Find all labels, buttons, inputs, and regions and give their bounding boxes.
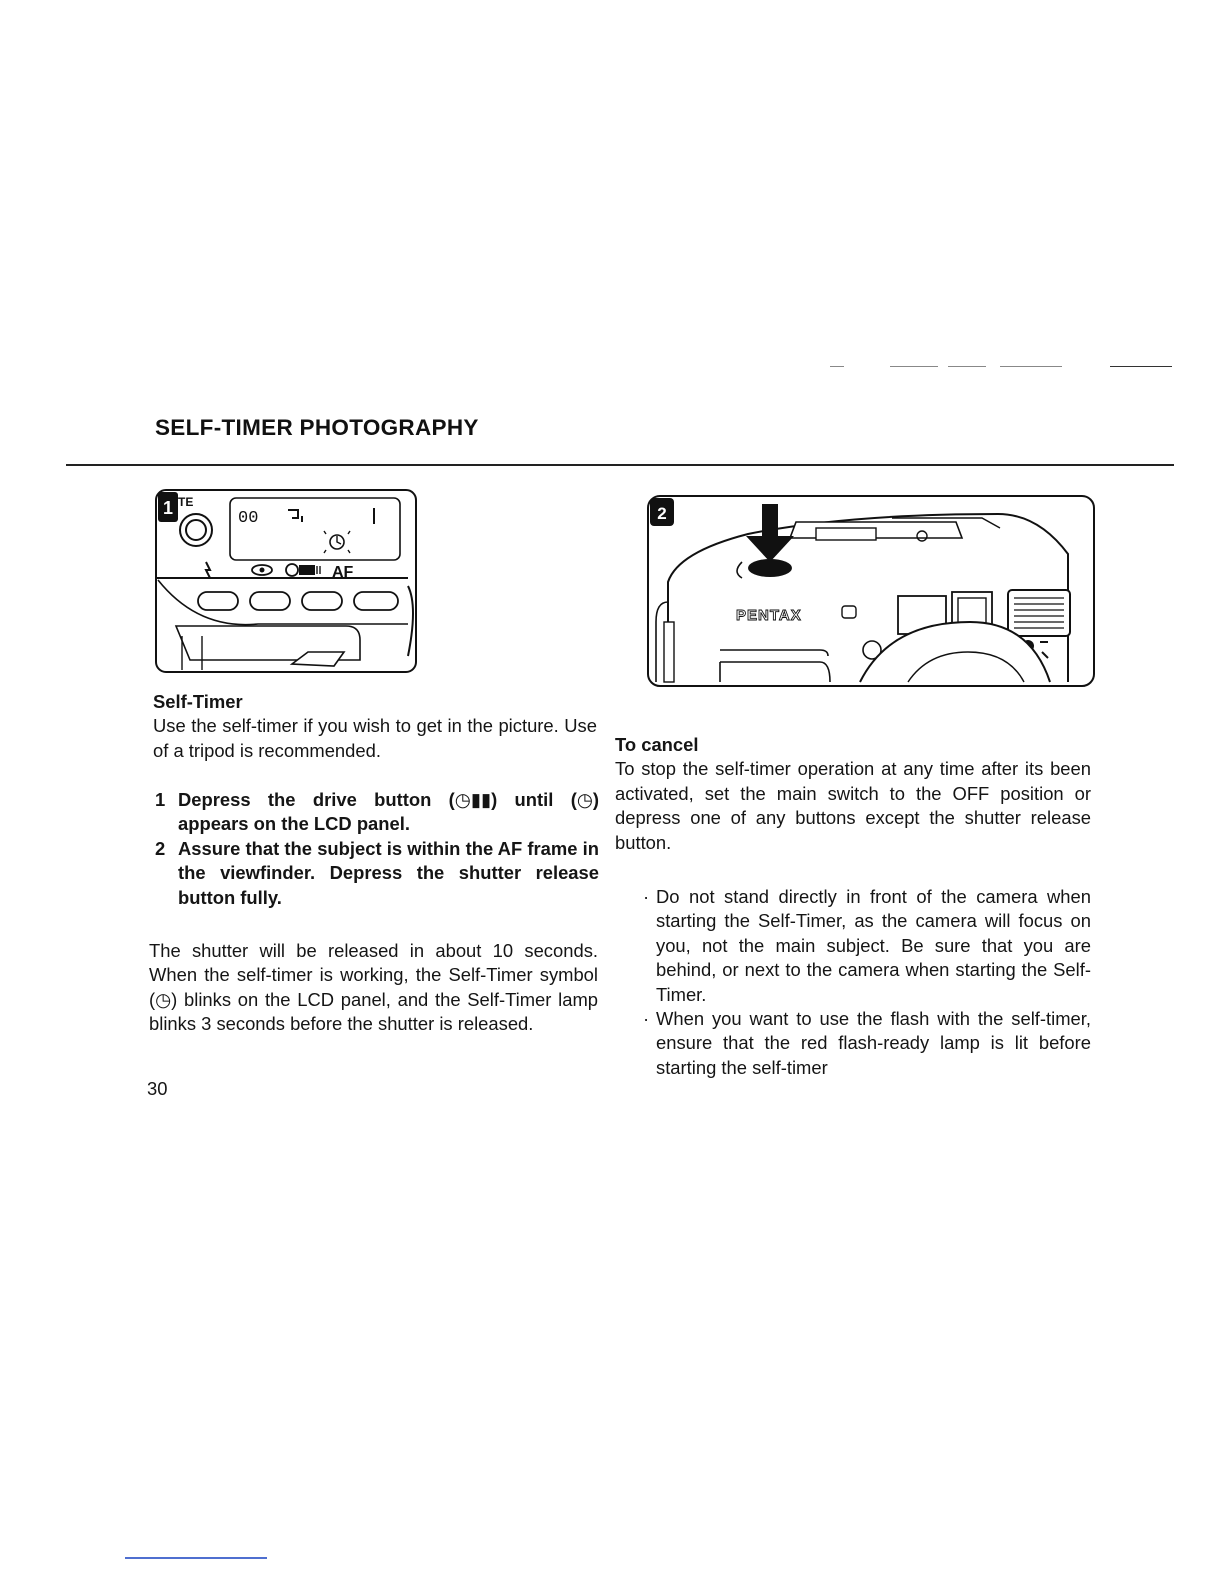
step-number: 2 bbox=[155, 837, 166, 859]
section-title: SELF-TIMER PHOTOGRAPHY bbox=[155, 415, 479, 440]
page-number: 30 bbox=[147, 1078, 168, 1099]
title-divider bbox=[66, 464, 1174, 466]
af-label: AF bbox=[332, 564, 354, 581]
release-description bbox=[149, 939, 598, 1037]
bottom-accent-line bbox=[125, 1557, 267, 1559]
step-badge-2: 2 bbox=[657, 504, 667, 523]
lcd-panel-illustration bbox=[152, 486, 420, 676]
bullet-dot: · bbox=[643, 1008, 650, 1030]
note-item bbox=[643, 1007, 1091, 1080]
step-item bbox=[153, 837, 599, 910]
brand-logo: PENTAX bbox=[736, 607, 802, 624]
self-timer-section bbox=[153, 690, 597, 763]
note-text: Do not stand directly in front of the camera when starting the Self-Timer, as the camera will focus on you, not the main subject. Be sure that you are behind, or next to the camera when starting the Self-Timer. bbox=[656, 886, 1091, 1005]
self-timer-intro: Use the self-timer if you wish to get in the picture. Use of a tripod is recommended. bbox=[153, 715, 597, 761]
camera-illustration bbox=[646, 492, 1098, 718]
steps-list bbox=[153, 788, 599, 910]
step-item bbox=[153, 788, 599, 837]
decorative-dash-line bbox=[830, 366, 1172, 368]
cancel-heading: To cancel bbox=[615, 734, 699, 755]
lcd-mode-label: TE bbox=[178, 495, 194, 509]
cancel-section bbox=[615, 733, 1091, 855]
figure-camera-front bbox=[646, 492, 1098, 718]
note-item bbox=[643, 885, 1091, 1007]
notes-list bbox=[643, 885, 1091, 1080]
release-description-text: The shutter will be released in about 10 seconds. When the self-timer is working, the Self-Timer symbol (◷) blinks on the LCD panel, and the Self-Timer lamp blinks 3 seconds before the shutter is released. bbox=[149, 940, 598, 1035]
step-badge-1: 1 bbox=[162, 498, 174, 518]
note-text: When you want to use the flash with the self-timer, ensure that the red flash-ready lamp is lit before starting the self-timer bbox=[656, 1008, 1091, 1078]
step-number: 1 bbox=[155, 789, 166, 810]
figure-lcd-panel bbox=[152, 486, 420, 676]
step-text: Assure that the subject is within the AF frame in the viewfinder. Depress the shutter release button fully. bbox=[178, 837, 599, 908]
lcd-readout: 00 bbox=[238, 509, 259, 528]
bullet-dot: · bbox=[643, 886, 650, 907]
shutter-release-button bbox=[748, 559, 792, 577]
step-text: Depress the drive button (◷▮▮) until (◷) appears on the LCD panel. bbox=[178, 789, 599, 835]
self-timer-heading: Self-Timer bbox=[153, 691, 243, 712]
lcd-screen bbox=[230, 498, 400, 560]
cancel-text: To stop the self-timer operation at any time after its been activated, set the main switch to the OFF position or depress one of any buttons except the shutter release button. bbox=[615, 758, 1091, 853]
flash-window bbox=[1008, 590, 1070, 636]
